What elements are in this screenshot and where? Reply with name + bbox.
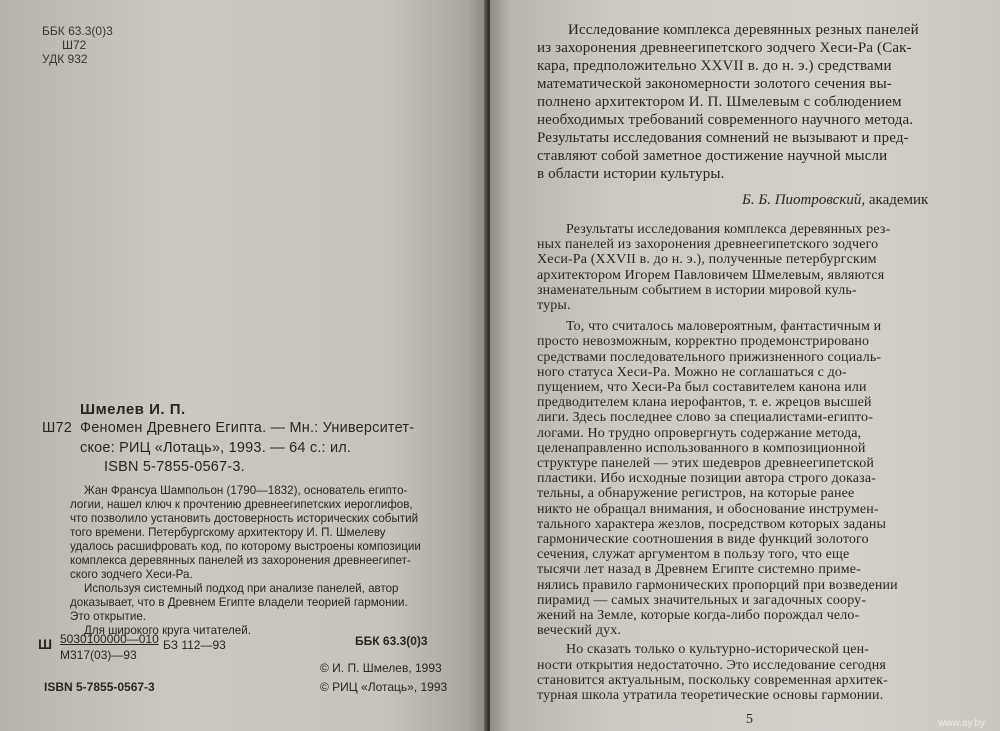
left-page — [0, 0, 487, 731]
annotation-line: Для широкого круга читателей. — [84, 624, 251, 637]
text-line: ного статуса Хеси-Ра. Можно не соглашаться с до- — [537, 364, 847, 380]
copyright-author: © И. П. Шмелев, 1993 — [320, 661, 442, 675]
annotation-line: Это открытие. — [70, 610, 146, 623]
text-line: предводителем клана иерофантов, т. е. жрецов высшей — [537, 395, 872, 411]
author-mark: Ш72 — [62, 38, 87, 52]
annotation-line: Жан Франсуа Шампольон (1790—1832), основатель египто- — [84, 484, 408, 497]
text-line: Результаты исследования комплекса деревянных рез- — [566, 222, 891, 237]
text-line: ных панелей из захоронения древнеегипетского зодчего — [537, 237, 879, 253]
text-line: пущением, что Хеси-Ра был составителем канона или — [537, 380, 867, 395]
text-line: тельны, а обнаружение регистров, на которые ранее — [537, 486, 855, 502]
text-line: в области истории культуры. — [537, 166, 725, 182]
annotation-line: доказывает, что в Древнем Египте владели теорией гармонии. — [70, 596, 408, 609]
text-line: логами. Но трудно опровергнуть содержание метода, — [537, 425, 862, 441]
footer-bbk: ББК 63.3(0)3 — [355, 634, 428, 648]
annotation-line: ского зодчего Хеси-Ра. — [70, 568, 193, 581]
text-line: из захоронения древнеегипетского зодчего Хеси-Ра (Сак- — [537, 40, 912, 56]
page-number: 5 — [746, 712, 753, 727]
annotation-line: того времени. Петербургскому архитектору И. П. Шмелеву — [70, 526, 386, 539]
index-code: Ш72 — [42, 420, 73, 436]
bibliographic-line: Феномен Древнего Египта. — Мн.: Университет- — [80, 420, 415, 436]
udk-code: УДК 932 — [42, 52, 88, 66]
annotation-line: логии, нашел ключ к прочтению древнеегипетских иероглифов, — [70, 498, 413, 511]
annotation-line: комплекса деревянных панелей из захоронения древнеегипет- — [70, 554, 411, 567]
text-line: Хеси-Ра (XXVII в. до н. э.), полученные петербургским — [537, 252, 877, 268]
text-line: полнено архитектором И. П. Шмелевым с соблюдением — [537, 94, 902, 110]
text-line: средствами последовательного прижизненного социаль- — [537, 349, 882, 365]
footer-code-top: 5030100000—010 — [60, 632, 159, 646]
text-line: ности открытия недостаточно. Это исследование сегодня — [537, 657, 886, 673]
footer-bz: БЗ 112—93 — [163, 638, 226, 652]
text-line: турная школа утратила теоретические основы гармонии. — [537, 688, 884, 703]
text-line: никто не обращал внимания, и обоснование инструмен- — [537, 501, 879, 517]
text-line: туры. — [537, 298, 571, 313]
annotation-line: что позволило установить достоверность исторических событий — [70, 512, 419, 525]
text-line: знаменательным событием в истории мировой куль- — [537, 282, 857, 298]
text-line: Но сказать только о культурно-исторической цен- — [566, 642, 870, 658]
text-line: кара, предположительно XXVII в. до н. э.) средствами — [537, 58, 892, 74]
text-line: пластики. Ибо исходные позиции автора строго доказа- — [537, 471, 877, 487]
text-line: ставляют собой заметное достижение научной мысли — [537, 148, 888, 164]
signature — [742, 192, 928, 209]
signature-name: Б. Б. Пиотровский, — [742, 192, 866, 208]
text-line: Результаты исследования сомнений не вызывают и пред- — [537, 130, 909, 146]
text-line: необходимых требований современного научного метода. — [537, 112, 914, 128]
footer-letter: Ш — [38, 636, 53, 652]
text-line: жений на Земле, которые когда-либо порождал чело- — [537, 608, 860, 623]
watermark: www.ay.by — [938, 718, 986, 729]
annotation-line: удалось расшифровать код, по которому выстроены композиции — [70, 540, 421, 553]
text-line: сечения, служат аргументом в пользу того, что еще — [537, 547, 850, 563]
text-line: архитектором Игорем Павловичем Шмелевым, являются — [537, 267, 885, 283]
text-line: тального характера жезлов, посредством которых заданы — [537, 516, 887, 532]
text-line: целенаправленно использованного в композиционной — [537, 440, 866, 456]
bbk-code: ББК 63.3(0)3 — [42, 24, 113, 38]
text-line: пирамид — самых значительных и загадочных соору- — [537, 592, 867, 608]
footer-code-bottom: М317(03)—93 — [60, 648, 137, 662]
text-line: просто невозможным, корректно продемонстрировано — [537, 334, 870, 350]
text-line: То, что считалось маловероятным, фантастичным и — [566, 319, 882, 335]
text-line: гармонические соотношения в виде функций золотого — [537, 532, 869, 547]
text-line: Исследование комплекса деревянных резных панелей — [568, 22, 919, 38]
right-page — [490, 0, 1000, 731]
footer-isbn: ISBN 5-7855-0567-3 — [44, 680, 155, 694]
text-line: тысячи лет назад в Древнем Египте системно приме- — [537, 562, 861, 578]
text-line: нялись правило гармонических пропорций при возведении — [537, 577, 898, 593]
isbn-line: ISBN 5-7855-0567-3. — [104, 459, 245, 475]
annotation-line: Используя системный подход при анализе панелей, автор — [84, 582, 399, 595]
author-name: Шмелев И. П. — [80, 401, 186, 418]
text-line: становится актуальным, поскольку современная архитек- — [537, 672, 888, 688]
copyright-publisher: © РИЦ «Лотаць», 1993 — [320, 680, 448, 694]
text-line: математической закономерности золотого сечения вы- — [537, 76, 893, 92]
signature-title: академик — [868, 192, 929, 208]
text-line: структуре панелей — этих шедевров древнеегипетской — [537, 456, 875, 471]
bibliographic-line: ское: РИЦ «Лотаць», 1993. — 64 с.: ил. — [80, 440, 352, 456]
text-line: лиги. Здесь последнее слово за специалистами-египто- — [537, 410, 874, 426]
text-line: веческий дух. — [537, 623, 622, 639]
